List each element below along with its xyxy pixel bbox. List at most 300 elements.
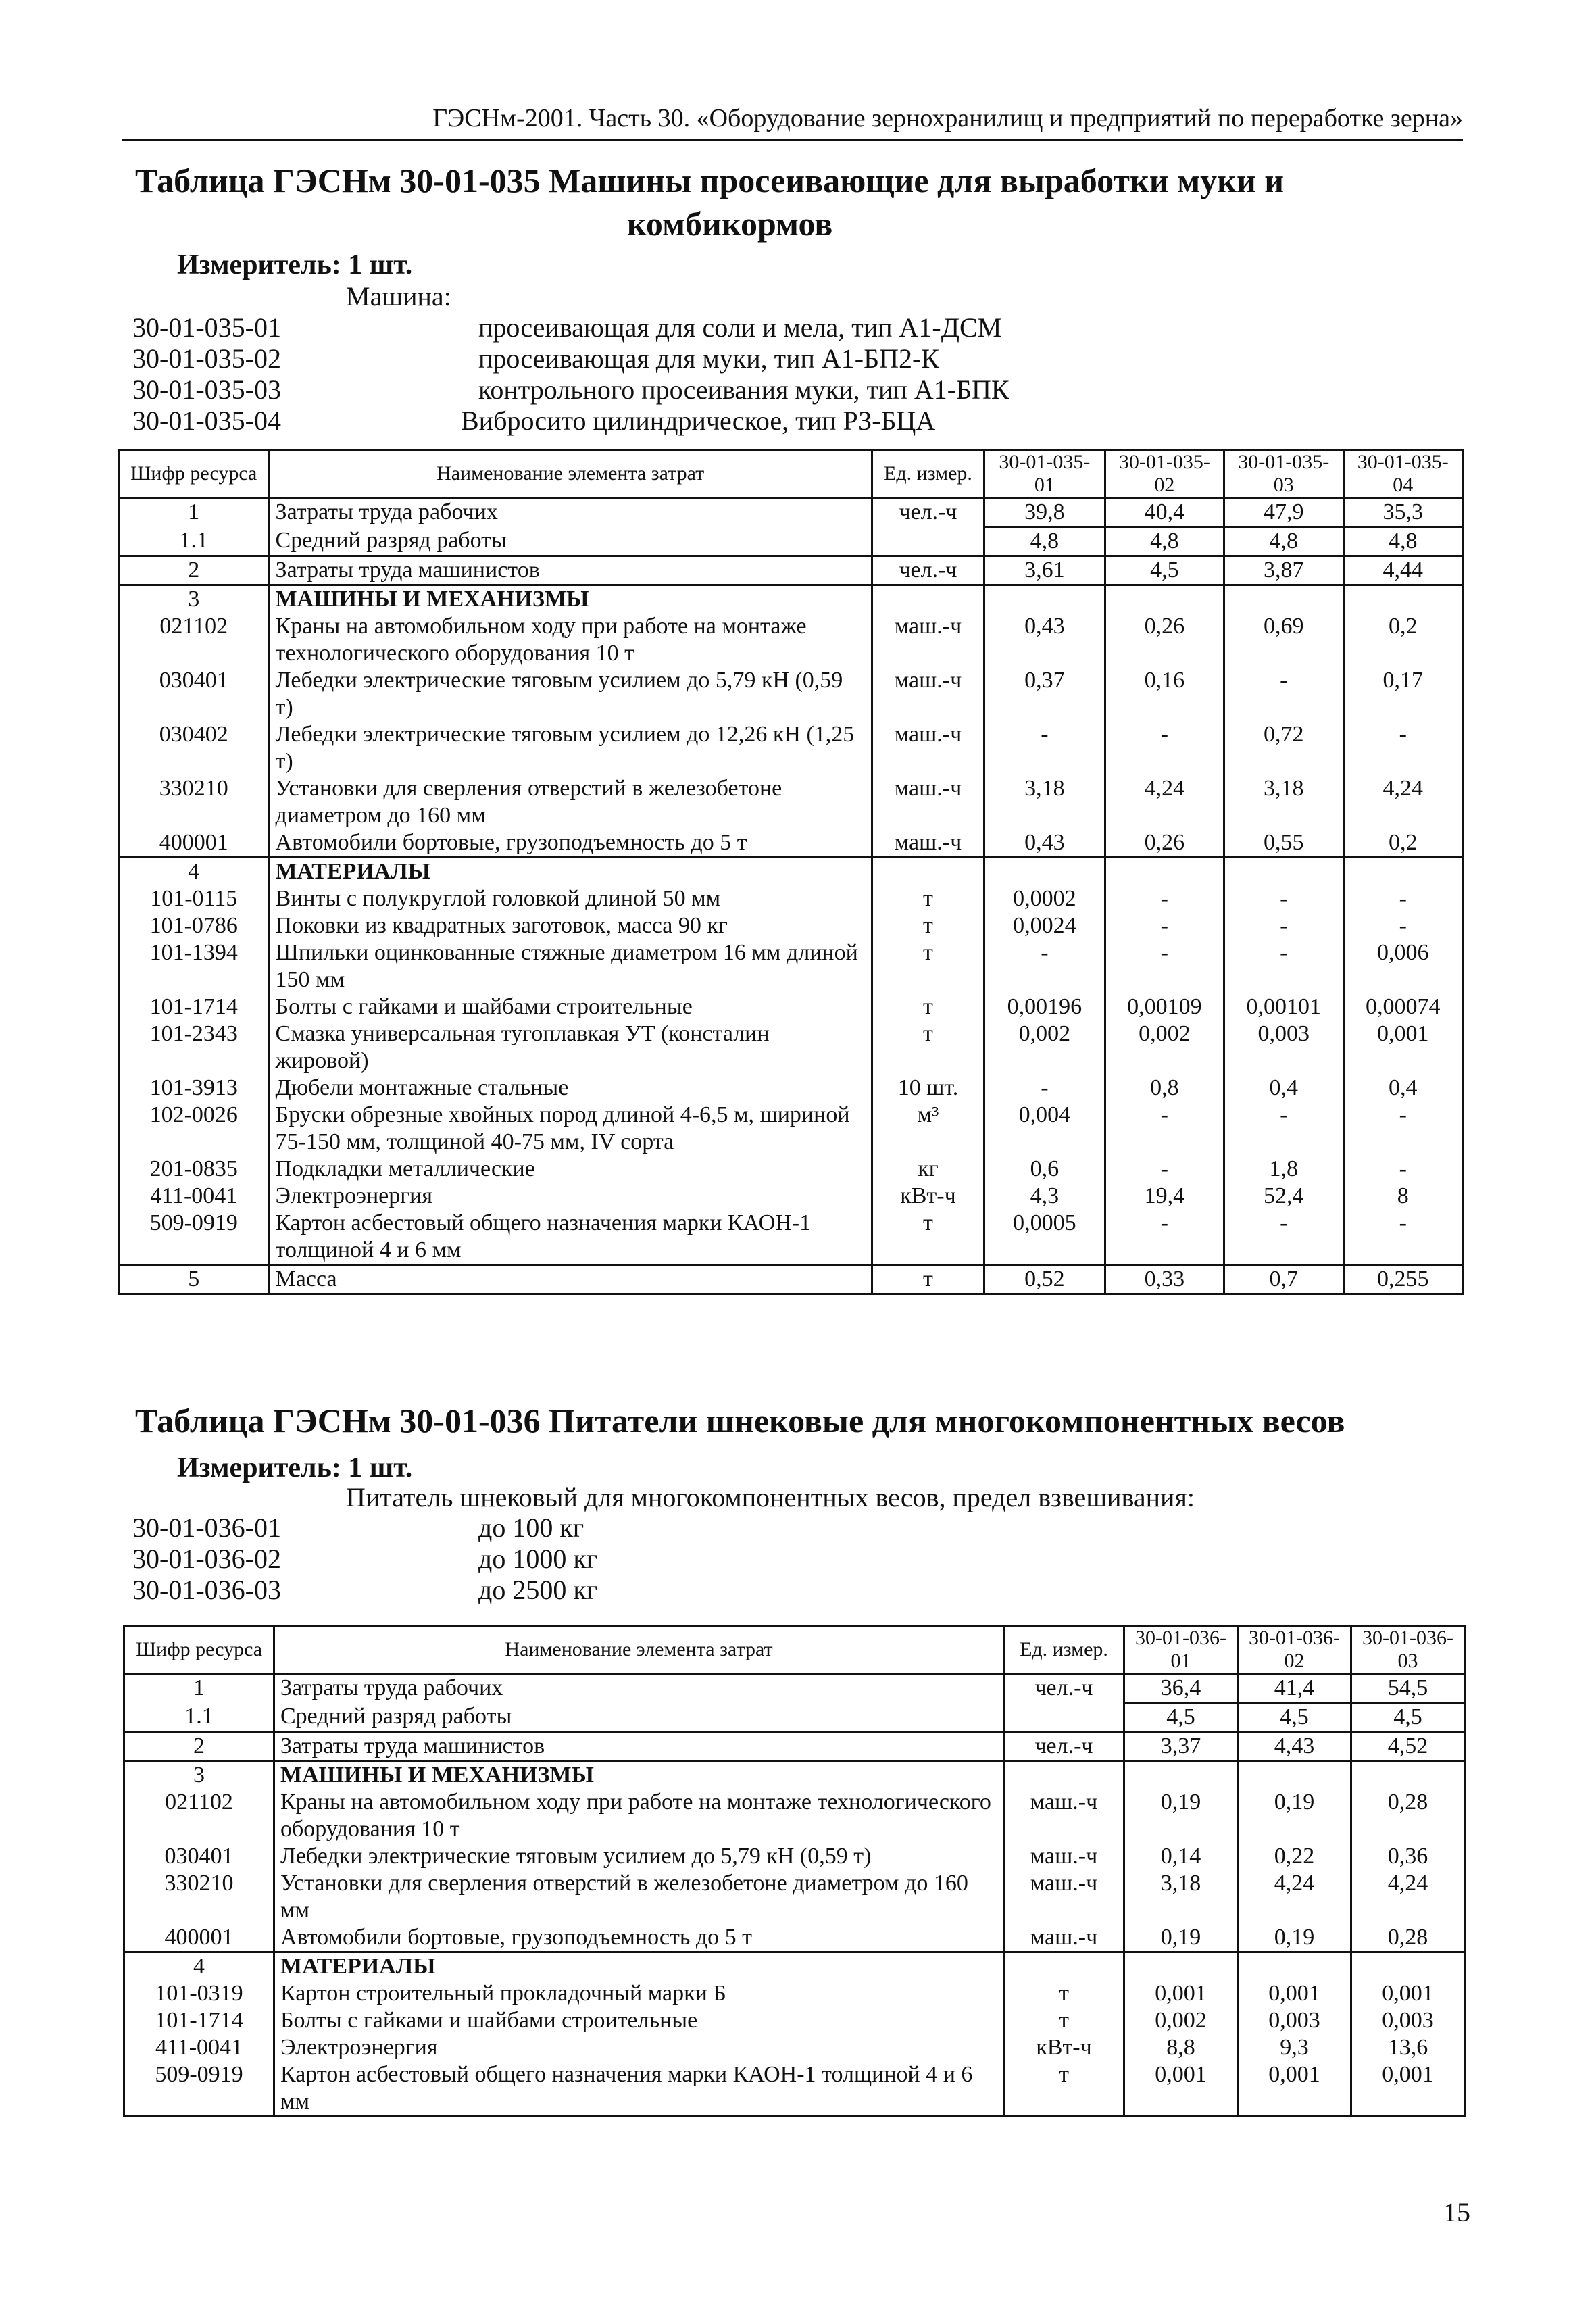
norm-value: 0,33 — [1105, 1265, 1224, 1294]
norm-value — [1105, 858, 1224, 886]
table-row — [124, 1843, 1465, 1870]
unit: маш.-ч — [872, 721, 984, 775]
cost-element-name: Картон строительный прокладочный марки Б — [274, 1980, 1004, 2007]
norm-value: 4,3 — [984, 1183, 1105, 1210]
norm-value: 0,00074 — [1343, 993, 1463, 1020]
norm-value: 0,36 — [1351, 1843, 1465, 1870]
header-rule — [122, 139, 1463, 141]
norm-value — [984, 585, 1105, 614]
table-row — [119, 1020, 1463, 1075]
resource-code: 102-0026 — [119, 1102, 270, 1156]
norm-value: 13,6 — [1351, 2034, 1465, 2061]
norm-value: - — [1343, 721, 1463, 775]
resource-code: 201-0835 — [119, 1156, 270, 1183]
cost-element-name: Электроэнергия — [269, 1183, 872, 1210]
norm-value: - — [984, 939, 1105, 993]
table-header-row — [119, 450, 1463, 498]
table1-intro: Машина: — [346, 281, 451, 312]
unit: чел.-ч — [1004, 1674, 1124, 1703]
unit: кВт-ч — [1004, 2034, 1124, 2061]
norm-value: 4,8 — [1105, 527, 1224, 556]
norm-value — [1124, 1952, 1238, 1981]
unit: т — [872, 993, 984, 1020]
table-row — [119, 829, 1463, 858]
column-header: Ед. измер. — [1004, 1626, 1124, 1674]
code-desc: до 2500 кг — [478, 1575, 598, 1605]
norm-value: 0,6 — [984, 1156, 1105, 1183]
norm-value: 3,37 — [1124, 1732, 1238, 1761]
code-desc: просеивающая для соли и мела, тип А1-ДСМ — [478, 312, 1002, 343]
resource-code: 101-0786 — [119, 912, 270, 939]
column-header: Наименование элемента затрат — [274, 1626, 1004, 1674]
column-header: 30-01-036-03 — [1351, 1626, 1465, 1674]
norm-value: 4,24 — [1238, 1870, 1351, 1924]
unit — [1004, 1703, 1124, 1732]
norm-value: 0,26 — [1105, 613, 1224, 667]
unit: маш.-ч — [872, 667, 984, 721]
table2-measure: Измеритель: 1 шт. — [177, 1452, 413, 1483]
norm-value: 3,18 — [1124, 1870, 1238, 1924]
norm-value: - — [1224, 912, 1343, 939]
resource-code: 4 — [119, 858, 270, 886]
cost-element-name: Затраты труда рабочих — [274, 1674, 1004, 1703]
norm-value: 4,5 — [1238, 1703, 1351, 1732]
code-desc: Вибросито цилиндрическое, тип РЗ-БЦА — [461, 405, 936, 436]
code: 30-01-036-03 — [132, 1575, 281, 1605]
column-header: 30-01-036-01 — [1124, 1626, 1238, 1674]
resource-code: 330210 — [124, 1870, 274, 1924]
unit: маш.-ч — [872, 775, 984, 829]
norm-value: 4,5 — [1124, 1703, 1238, 1732]
resource-code: 030401 — [124, 1843, 274, 1870]
cost-element-name: Краны на автомобильном ходу при работе на монтаже технологического оборудования 10 т — [274, 1789, 1004, 1843]
table-row — [119, 939, 1463, 993]
table-row — [124, 1732, 1465, 1761]
norm-value — [1343, 585, 1463, 614]
norm-value: 0,55 — [1224, 829, 1343, 858]
norm-value: 3,18 — [1224, 775, 1343, 829]
norm-value: 0,14 — [1124, 1843, 1238, 1870]
cost-element-name: Бруски обрезные хвойных пород длиной 4-6,5 м, шириной 75-150 мм, толщиной 40-75 мм, IV сорта — [269, 1102, 872, 1156]
table-row — [119, 498, 1463, 527]
unit: чел.-ч — [872, 556, 984, 585]
table2-body — [124, 1674, 1465, 2117]
resource-code: 030401 — [119, 667, 270, 721]
resource-code: 1.1 — [119, 527, 270, 556]
resource-code: 411-0041 — [119, 1183, 270, 1210]
resource-code: 101-0115 — [119, 885, 270, 912]
norm-value: - — [1105, 721, 1224, 775]
resource-code: 021102 — [119, 613, 270, 667]
norm-value: 3,61 — [984, 556, 1105, 585]
table-row — [124, 1952, 1465, 1981]
table-row — [119, 1183, 1463, 1210]
norm-value: 0,001 — [1124, 2061, 1238, 2117]
table1-title — [135, 159, 1324, 245]
cost-element-name: Автомобили бортовые, грузоподъемность до 5 т — [274, 1924, 1004, 1952]
norm-value — [1224, 585, 1343, 614]
norm-value: 0,26 — [1105, 829, 1224, 858]
norm-value: 54,5 — [1351, 1674, 1465, 1703]
code-list-item — [132, 1512, 597, 1544]
table-row — [124, 1870, 1465, 1924]
norm-value: 0,002 — [984, 1020, 1105, 1075]
code-list-item — [132, 374, 1009, 405]
norm-value: 0,28 — [1351, 1924, 1465, 1952]
norm-value: 0,16 — [1105, 667, 1224, 721]
code-desc: до 1000 кг — [478, 1544, 598, 1574]
unit: т — [872, 939, 984, 993]
norm-value: 0,00196 — [984, 993, 1105, 1020]
code-desc: до 100 кг — [478, 1512, 584, 1543]
table-row — [119, 885, 1463, 912]
norm-value: 0,0024 — [984, 912, 1105, 939]
code-desc: контрольного просеивания муки, тип А1-БПК — [478, 374, 1009, 405]
norm-value: 9,3 — [1238, 2034, 1351, 2061]
unit: маш.-ч — [1004, 1789, 1124, 1843]
column-header: 30-01-035-02 — [1105, 450, 1224, 498]
unit: т — [1004, 2061, 1124, 2117]
code: 30-01-036-01 — [132, 1512, 281, 1543]
norm-value: - — [984, 1075, 1105, 1102]
norm-value: 0,2 — [1343, 829, 1463, 858]
cost-element-name: Затраты труда рабочих — [269, 498, 872, 527]
norm-value: 0,001 — [1351, 1980, 1465, 2007]
unit: т — [872, 1265, 984, 1294]
norm-value: 0,69 — [1224, 613, 1343, 667]
cost-element-name: Средний разряд работы — [269, 527, 872, 556]
table-row — [124, 1924, 1465, 1952]
table-row — [124, 1789, 1465, 1843]
table-row — [119, 1102, 1463, 1156]
norm-value: 0,4 — [1224, 1075, 1343, 1102]
resource-code: 3 — [124, 1761, 274, 1790]
resource-code: 509-0919 — [124, 2061, 274, 2117]
norm-value: 4,8 — [1224, 527, 1343, 556]
cost-element-name: Масса — [269, 1265, 872, 1294]
cost-element-name: Картон асбестовый общего назначения марки КАОН-1 толщиной 4 и 6 мм — [269, 1210, 872, 1265]
table-row — [119, 613, 1463, 667]
unit: чел.-ч — [1004, 1732, 1124, 1761]
table-row — [124, 1703, 1465, 1732]
norm-value: 52,4 — [1224, 1183, 1343, 1210]
page-number: 15 — [1443, 2197, 1470, 2227]
code: 30-01-035-01 — [132, 312, 281, 343]
unit: кг — [872, 1156, 984, 1183]
table1-title-line1: Таблица ГЭСНм 30-01-035 Машины просеивающие для выработки муки и — [135, 162, 1285, 199]
norm-value: - — [1343, 885, 1463, 912]
norm-value: 0,19 — [1238, 1924, 1351, 1952]
norm-value: 8 — [1343, 1183, 1463, 1210]
norm-value: 4,24 — [1105, 775, 1224, 829]
norm-value: 0,17 — [1343, 667, 1463, 721]
code-desc: просеивающая для муки, тип А1-БП2-К — [478, 343, 939, 374]
norm-value: 19,4 — [1105, 1183, 1224, 1210]
table-row — [124, 1674, 1465, 1703]
norm-value: - — [1343, 1102, 1463, 1156]
unit: маш.-ч — [1004, 1870, 1124, 1924]
unit: кВт-ч — [872, 1183, 984, 1210]
code-list-item — [132, 1575, 597, 1606]
norm-value: 0,001 — [1124, 1980, 1238, 2007]
table1-title-line2: комбикормов — [626, 205, 833, 243]
norm-value: - — [1343, 912, 1463, 939]
resource-code: 509-0919 — [119, 1210, 270, 1265]
unit: т — [872, 1210, 984, 1265]
norm-value — [1105, 585, 1224, 614]
unit: 10 шт. — [872, 1075, 984, 1102]
norm-value: 0,255 — [1343, 1265, 1463, 1294]
table-row — [119, 721, 1463, 775]
norm-value: - — [1224, 885, 1343, 912]
unit — [1004, 1761, 1124, 1790]
resource-code: 330210 — [119, 775, 270, 829]
norm-value: 47,9 — [1224, 498, 1343, 527]
table1-code-list — [132, 312, 1009, 437]
cost-element-name: МАШИНЫ И МЕХАНИЗМЫ — [274, 1761, 1004, 1790]
unit: маш.-ч — [872, 829, 984, 858]
norm-value: 0,00101 — [1224, 993, 1343, 1020]
norm-value: - — [984, 721, 1105, 775]
table-row — [124, 1980, 1465, 2007]
norm-value: 36,4 — [1124, 1674, 1238, 1703]
table-row — [119, 1075, 1463, 1102]
cost-element-name: Затраты труда машинистов — [274, 1732, 1004, 1761]
norm-value: 41,4 — [1238, 1674, 1351, 1703]
cost-element-name: Шпильки оцинкованные стяжные диаметром 16 мм длиной 150 мм — [269, 939, 872, 993]
unit — [872, 858, 984, 886]
cost-element-name: МАТЕРИАЛЫ — [269, 858, 872, 886]
norm-value — [1343, 858, 1463, 886]
table1-body — [119, 498, 1463, 1294]
norm-value — [1351, 1952, 1465, 1981]
norm-value: 0,003 — [1351, 2007, 1465, 2034]
norm-value: 4,44 — [1343, 556, 1463, 585]
unit: маш.-ч — [1004, 1924, 1124, 1952]
table-row — [119, 993, 1463, 1020]
norm-value — [1224, 858, 1343, 886]
cost-element-name: Картон асбестовый общего назначения марки КАОН-1 толщиной 4 и 6 мм — [274, 2061, 1004, 2117]
norm-value: 0,22 — [1238, 1843, 1351, 1870]
resource-code: 411-0041 — [124, 2034, 274, 2061]
norm-value — [1238, 1952, 1351, 1981]
cost-element-name: МАШИНЫ И МЕХАНИЗМЫ — [269, 585, 872, 614]
resource-code: 101-1394 — [119, 939, 270, 993]
resource-code: 101-1714 — [119, 993, 270, 1020]
code-list-item — [132, 1544, 597, 1575]
table-row — [124, 1761, 1465, 1790]
cost-element-name: Автомобили бортовые, грузоподъемность до 5 т — [269, 829, 872, 858]
table-row — [119, 667, 1463, 721]
table-header-row — [124, 1626, 1465, 1674]
code-list-item — [132, 343, 1009, 374]
table-row — [119, 527, 1463, 556]
norm-value: - — [1343, 1156, 1463, 1183]
norm-value: 3,87 — [1224, 556, 1343, 585]
table-row — [119, 775, 1463, 829]
norm-value: - — [1105, 1210, 1224, 1265]
norm-value: 0,0005 — [984, 1210, 1105, 1265]
table-row — [119, 1265, 1463, 1294]
resource-code: 400001 — [119, 829, 270, 858]
resource-code: 1 — [119, 498, 270, 527]
norm-value: 0,002 — [1105, 1020, 1224, 1075]
table-row — [124, 2061, 1465, 2117]
norm-value: 0,19 — [1238, 1789, 1351, 1843]
norm-value: 0,0002 — [984, 885, 1105, 912]
cost-element-name: Подкладки металлические — [269, 1156, 872, 1183]
norm-value: 40,4 — [1105, 498, 1224, 527]
resource-code: 400001 — [124, 1924, 274, 1952]
resource-code: 1 — [124, 1674, 274, 1703]
unit — [872, 585, 984, 614]
norm-value: 0,7 — [1224, 1265, 1343, 1294]
norm-value: 0,001 — [1351, 2061, 1465, 2117]
column-header: Наименование элемента затрат — [269, 450, 872, 498]
cost-element-name: МАТЕРИАЛЫ — [274, 1952, 1004, 1981]
cost-element-name: Поковки из квадратных заготовок, масса 90 кг — [269, 912, 872, 939]
table2-code-list — [132, 1512, 597, 1606]
resource-code: 101-0319 — [124, 1980, 274, 2007]
norm-value: 39,8 — [984, 498, 1105, 527]
norm-value: 0,2 — [1343, 613, 1463, 667]
norm-value: 0,19 — [1124, 1789, 1238, 1843]
norm-value: 35,3 — [1343, 498, 1463, 527]
norm-value: 0,4 — [1343, 1075, 1463, 1102]
cost-element-name: Лебедки электрические тяговым усилием до 12,26 кН (1,25 т) — [269, 721, 872, 775]
cost-element-name: Установки для сверления отверстий в железобетоне диаметром до 160 мм — [274, 1870, 1004, 1924]
norm-value: 4,8 — [1343, 527, 1463, 556]
resource-code: 030402 — [119, 721, 270, 775]
cost-element-name: Лебедки электрические тяговым усилием до 5,79 кН (0,59 т) — [269, 667, 872, 721]
column-header: 30-01-036-02 — [1238, 1626, 1351, 1674]
resource-code: 1.1 — [124, 1703, 274, 1732]
norm-value: 3,18 — [984, 775, 1105, 829]
table-row — [119, 1156, 1463, 1183]
norm-value: 0,43 — [984, 829, 1105, 858]
unit: т — [872, 1020, 984, 1075]
norm-value: 0,19 — [1124, 1924, 1238, 1952]
norm-value: - — [1224, 667, 1343, 721]
norm-value: 0,72 — [1224, 721, 1343, 775]
cost-element-name: Дюбели монтажные стальные — [269, 1075, 872, 1102]
norm-value: - — [1224, 1210, 1343, 1265]
norm-value: - — [1105, 939, 1224, 993]
resource-code: 021102 — [124, 1789, 274, 1843]
norm-value: 4,5 — [1105, 556, 1224, 585]
unit: маш.-ч — [872, 613, 984, 667]
norm-value — [1124, 1761, 1238, 1790]
cost-element-name: Болты с гайками и шайбами строительные — [269, 993, 872, 1020]
norm-value: 0,00109 — [1105, 993, 1224, 1020]
norm-value: 0,003 — [1224, 1020, 1343, 1075]
norm-value: 4,24 — [1343, 775, 1463, 829]
column-header: Шифр ресурса — [124, 1626, 274, 1674]
norm-value — [1351, 1761, 1465, 1790]
table1-measure: Измеритель: 1 шт. — [177, 249, 413, 280]
norm-value: 0,006 — [1343, 939, 1463, 993]
norm-value — [984, 858, 1105, 886]
code-list-item — [132, 312, 1009, 343]
norm-value: 4,52 — [1351, 1732, 1465, 1761]
norm-value: - — [1105, 1156, 1224, 1183]
norm-value: - — [1224, 1102, 1343, 1156]
norm-value: - — [1105, 1102, 1224, 1156]
cost-element-name: Затраты труда машинистов — [269, 556, 872, 585]
column-header: 30-01-035-03 — [1224, 450, 1343, 498]
code-list-item — [132, 405, 1009, 437]
norm-value: 0,001 — [1238, 1980, 1351, 2007]
unit: т — [1004, 1980, 1124, 2007]
norm-value: 0,8 — [1105, 1075, 1224, 1102]
resource-code: 101-2343 — [119, 1020, 270, 1075]
cost-element-name: Лебедки электрические тяговым усилием до 5,79 кН (0,59 т) — [274, 1843, 1004, 1870]
unit: т — [872, 885, 984, 912]
norm-value: 0,002 — [1124, 2007, 1238, 2034]
column-header: Ед. измер. — [872, 450, 984, 498]
norm-value — [1238, 1761, 1351, 1790]
resource-code: 2 — [124, 1732, 274, 1761]
norm-value: - — [1105, 912, 1224, 939]
norm-value: 0,52 — [984, 1265, 1105, 1294]
unit: т — [1004, 2007, 1124, 2034]
unit: чел.-ч — [872, 498, 984, 527]
norm-value: - — [1343, 1210, 1463, 1265]
norm-value: - — [1105, 885, 1224, 912]
table-row — [124, 2034, 1465, 2061]
norm-value: 4,24 — [1351, 1870, 1465, 1924]
column-header: Шифр ресурса — [119, 450, 270, 498]
resource-code: 101-3913 — [119, 1075, 270, 1102]
code: 30-01-036-02 — [132, 1544, 281, 1574]
cost-element-name: Смазка универсальная тугоплавкая УТ (консталин жировой) — [269, 1020, 872, 1075]
column-header: 30-01-035-01 — [984, 450, 1105, 498]
cost-element-name: Установки для сверления отверстий в железобетоне диаметром до 160 мм — [269, 775, 872, 829]
unit — [872, 527, 984, 556]
norm-value: 1,8 — [1224, 1156, 1343, 1183]
running-header: ГЭСНм-2001. Часть 30. «Оборудование зернохранилищ и предприятий по переработке зерна» — [432, 104, 1463, 132]
table-row — [119, 912, 1463, 939]
resource-code: 4 — [124, 1952, 274, 1981]
table1 — [118, 449, 1464, 1295]
resource-code: 3 — [119, 585, 270, 614]
unit: м³ — [872, 1102, 984, 1156]
norm-value: 0,004 — [984, 1102, 1105, 1156]
resource-code: 101-1714 — [124, 2007, 274, 2034]
cost-element-name: Винты с полукруглой головкой длиной 50 мм — [269, 885, 872, 912]
unit: т — [872, 912, 984, 939]
norm-value: 4,5 — [1351, 1703, 1465, 1732]
table-row — [119, 585, 1463, 614]
table2 — [123, 1625, 1466, 2117]
table-row — [119, 858, 1463, 886]
table2-intro: Питатель шнековый для многокомпонентных весов, предел взвешивания: — [346, 1482, 1195, 1512]
code: 30-01-035-02 — [132, 343, 281, 374]
unit — [1004, 1952, 1124, 1981]
norm-value: 0,003 — [1238, 2007, 1351, 2034]
cost-element-name: Краны на автомобильном ходу при работе на монтаже технологического оборудования 10 т — [269, 613, 872, 667]
cost-element-name: Электроэнергия — [274, 2034, 1004, 2061]
resource-code: 5 — [119, 1265, 270, 1294]
norm-value: 0,43 — [984, 613, 1105, 667]
norm-value: 8,8 — [1124, 2034, 1238, 2061]
cost-element-name: Средний разряд работы — [274, 1703, 1004, 1732]
code: 30-01-035-03 — [132, 374, 281, 405]
norm-value: 0,28 — [1351, 1789, 1465, 1843]
table-row — [119, 1210, 1463, 1265]
norm-value: 4,8 — [984, 527, 1105, 556]
table-row — [119, 556, 1463, 585]
